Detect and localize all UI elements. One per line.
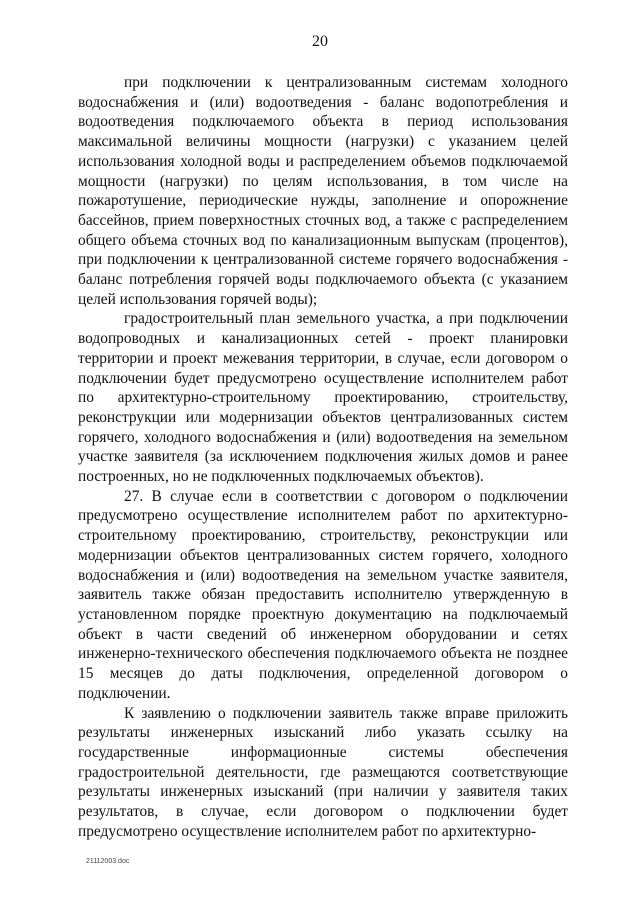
paragraph-clause-27: 27. В случае если в соответствии с договором о подключении предусмотрено осуществление исполнителем работ по архитектурно-строительному проектированию, строительству, реконструкции или модернизации объектов централизованных систем горячего, холодного водоснабжения и (или) водоотведения на земельном участке заявителя, заявитель также обязан предоставить исполнителю утвержденную в установленном порядке проектную документацию на подключаемый объект в части сведений об инженерном оборудовании и сетях инженерно-технического обеспечения подключаемого объекта не позднее 15 месяцев до даты подключения, определенной договором о подключении. [78,487,568,702]
paragraph-water-balance: при подключении к централизованным системам холодного водоснабжения и (или) водоотведения - баланс водопотребления и водоотведения подключаемого объекта в период использования максимальной величины мощности (нагрузки) с указанием целей использования холодной воды и распределением объемов подключаемой мощности (нагрузки) по целям использования, в том числе на пожаротушение, периодические нужды, заполнение и опорожнение бассейнов, прием поверхностных сточных вод, а также с распределением общего объема сточных вод по канализационным выпускам (процентов), при подключении к централизованной системе горячего водоснабжения - баланс потребления горячей воды подключаемого объекта (с указанием целей использования горячей воды); [78,74,568,308]
paragraph-survey-results: К заявлению о подключении заявитель также вправе приложить результаты инженерных изысканий либо указать ссылку на государственные информационные системы обеспечения градостроительной деятельности, где размещаются соответствующие результаты инженерных изысканий (при наличии у заявителя таких результатов, в случае, если договором о подключении будет предусмотрено осуществление исполнителем работ по архитектурно- [78,704,568,840]
paragraph-urban-plan: градостроительный план земельного участка, а при подключении водопроводных и канализационных сетей - проект планировки территории и проект межевания территории, в случае, если договором о подключении будет предусмотрено осуществление исполнителем работ по архитектурно-строительному проектированию, строительству, реконструкции или модернизации объектов централизованных систем горячего, холодного водоснабжения и (или) водоотведения на земельном участке заявителя (за исключением подключения жилых домов и ранее построенных, но не подключенных подключаемых объектов). [78,310,568,486]
footer-filename: 21112003.doc [86,858,130,865]
document-body [78,73,568,841]
page-number: 20 [312,33,328,50]
